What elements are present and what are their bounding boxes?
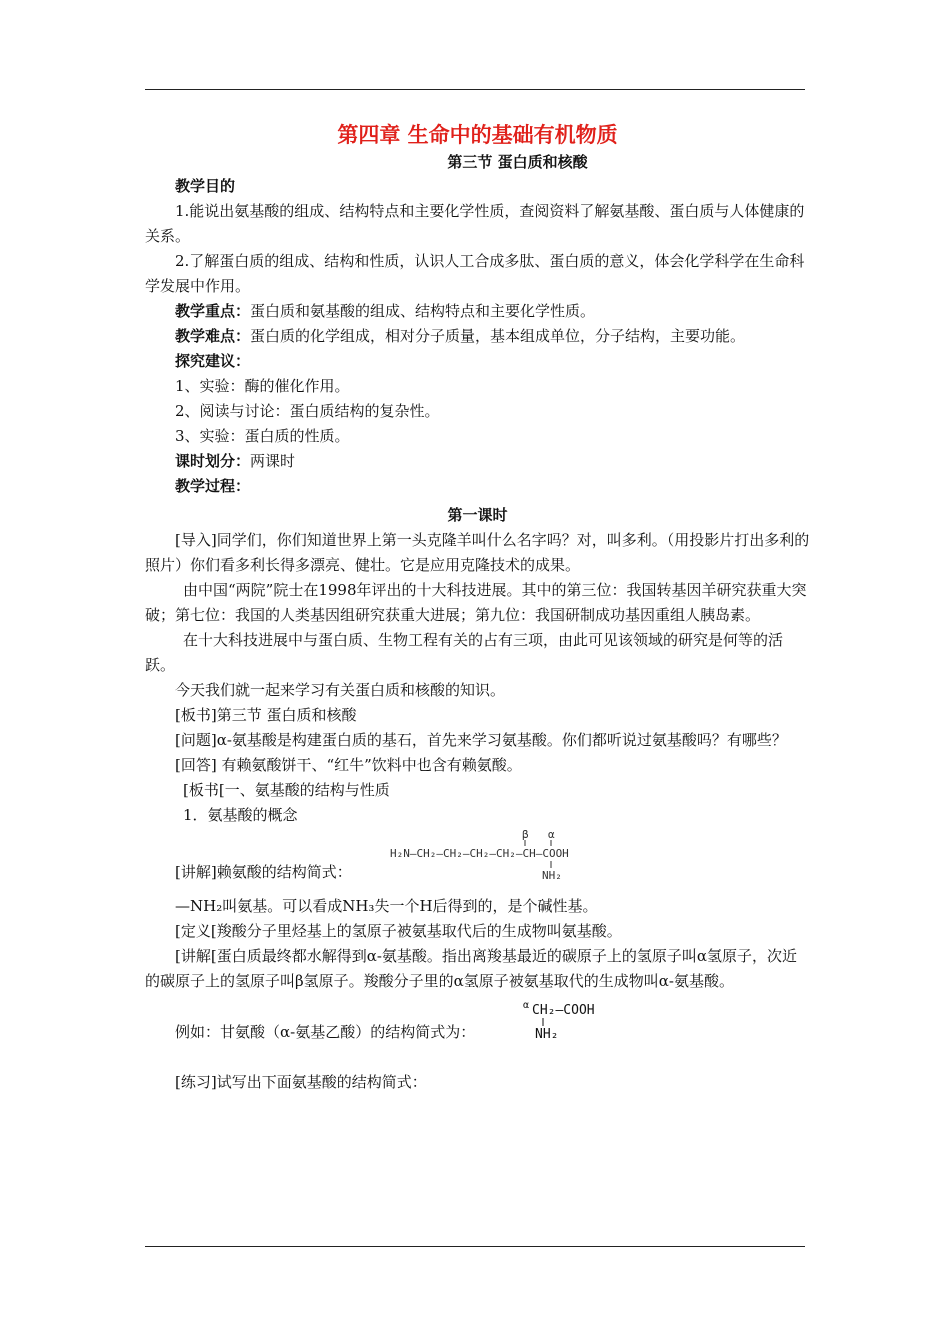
exercise-paragraph: [练习]试写出下面氨基酸的结构简式： [175, 1073, 427, 1091]
document-body [145, 120, 810, 1095]
tech-paragraph: 由中国“两院”院士在1998年评出的十大科技进展。其中的第三位：我国转基因羊研究获重大突破；第七位：我国的人类基因组研究获重大进展；第九位：我国研制成功基因重组人胰岛素。 [145, 581, 807, 624]
explore-item: 1、实验：酶的催化作用。 [175, 377, 350, 395]
definition-paragraph: [定义[羧酸分子里烃基上的氢原子被氨基取代后的生成物叫氨基酸。 [175, 922, 622, 940]
glycine-formula-row [145, 994, 810, 1060]
three-items-paragraph: 在十大科技进展中与蛋白质、生物工程有关的占有三项，由此可见该领域的研究是何等的活跃。 [145, 631, 784, 674]
chapter-title: 第四章 生命中的基础有机物质 [337, 122, 618, 147]
section-title: 第三节 蛋白质和核酸 [447, 153, 588, 171]
explore-heading: 探究建议： [175, 352, 251, 370]
lysine-structure-diagram [390, 828, 620, 886]
key-text: 蛋白质和氨基酸的组成、结构特点和主要化学性质。 [250, 302, 596, 320]
lysine-label: [讲解]赖氨酸的结构简式： [175, 863, 352, 881]
goal-1: 1.能说出氨基酸的组成、结构特点和主要化学性质，查阅资料了解氨基酸、蛋白质与人体健康的关系。 [145, 202, 805, 245]
intro-paragraph: [导入]同学们，你们知道世界上第一头克隆羊叫什么名字吗？对，叫多利。（用投影片打出多利的照片）你们看多利长得多漂亮、健壮。它是应用克隆技术的成果。 [145, 531, 810, 574]
key-points [145, 299, 810, 324]
question-paragraph: [问题]α-氨基酸是构建蛋白质的基石，首先来学习氨基酸。你们都听说过氨基酸吗？有哪些？ [175, 731, 787, 749]
lecture-paragraph: [讲解[蛋白质最终都水解得到α-氨基酸。指出离羧基最近的碳原子上的氢原子叫α氢原子，次近的碳原子上的氢原子叫β氢原子。羧酸分子里的α氢原子被氨基取代的生成物叫α-氨基酸。 [145, 947, 798, 990]
concept-heading: 1．氨基酸的概念 [183, 806, 298, 824]
explore-item: 2、阅读与讨论：蛋白质结构的复杂性。 [175, 402, 440, 420]
amino-group-paragraph: —NH₂叫氨基。可以看成NH₃失一个H后得到的，是个碱性基。 [175, 897, 598, 915]
process-heading: 教学过程： [175, 477, 251, 495]
lysine-amino-branch: NH₂ [542, 869, 562, 882]
footer-rule [145, 1246, 805, 1247]
difficult-text: 蛋白质的化学组成，相对分子质量，基本组成单位，分子结构，主要功能。 [250, 327, 746, 345]
beta-marker: β [522, 828, 529, 841]
goal-2: 2.了解蛋白质的组成、结构和性质，认识人工合成多肽、蛋白质的意义，体会化学科学在生命科学发展中作用。 [145, 252, 805, 295]
explore-item: 3、实验：蛋白质的性质。 [175, 427, 350, 445]
key-label: 教学重点： [175, 302, 251, 320]
hours-label: 课时划分： [175, 452, 251, 470]
hours-text: 两课时 [250, 452, 296, 470]
today-paragraph: 今天我们就一起来学习有关蛋白质和核酸的知识。 [175, 681, 506, 699]
glycine-amino-branch: NH₂ [535, 1027, 559, 1042]
glycine-structure-diagram [523, 996, 643, 1046]
goals-heading: 教学目的 [175, 177, 236, 195]
glycine-label: 例如：甘氨酸（α-氨基乙酸）的结构简式为： [175, 1023, 476, 1041]
glycine-alpha-marker: α [523, 1000, 530, 1011]
board-note-2: [板书[一、氨基酸的结构与性质 [183, 781, 390, 799]
difficult-label: 教学难点： [175, 327, 251, 345]
lysine-formula-row [145, 828, 810, 886]
glycine-main-chain: CH₂—COOH [532, 1003, 595, 1018]
answer-paragraph: [回答] 有赖氨酸饼干、“红牛”饮料中也含有赖氨酸。 [175, 756, 522, 774]
difficult-points [145, 324, 810, 349]
alpha-marker: α [548, 828, 555, 841]
header-rule [145, 89, 805, 90]
class-hours [145, 449, 810, 474]
board-note-1: [板书]第三节 蛋白质和核酸 [175, 706, 357, 724]
lesson-heading: 第一课时 [447, 506, 508, 524]
lysine-main-chain: H₂N—CH₂—CH₂—CH₂—CH₂—CH—COOH [390, 847, 569, 860]
